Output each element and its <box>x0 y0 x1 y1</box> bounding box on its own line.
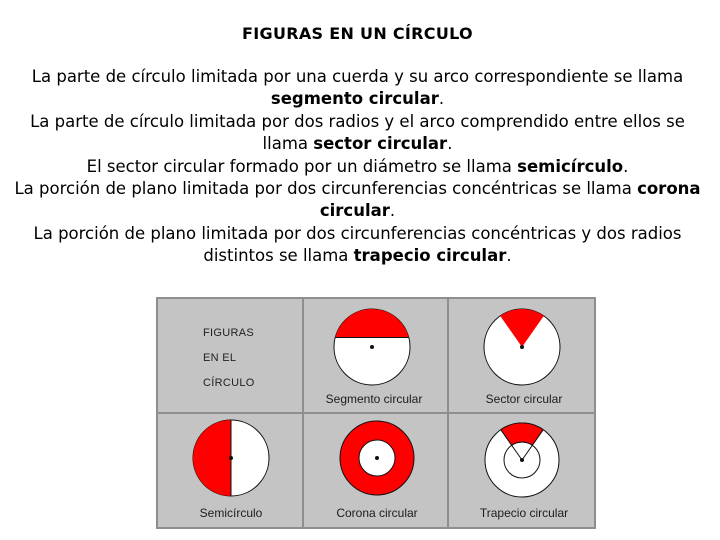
definition-segment: La parte de círculo limitada por una cuerda y su arco correspondiente se llama segmento circular. <box>31 67 684 109</box>
segment-figure <box>334 309 410 385</box>
definition-semicircle: El sector circular formado por un diámetro se llama semicírculo. <box>86 156 629 176</box>
sector-figure <box>484 309 560 385</box>
term-annulus: corona circular <box>319 179 701 221</box>
segment-fill <box>335 309 409 338</box>
semicircle-figure <box>193 420 269 496</box>
circle-figures-panel <box>156 297 596 529</box>
term-semicircle: semicírculo <box>517 156 624 176</box>
term-sector: sector circular <box>313 134 448 154</box>
intro-line-2: EN EL <box>203 352 237 364</box>
term-segment: segmento circular <box>270 89 439 109</box>
label-annulus: Corona circular <box>336 506 418 520</box>
definition-sector: La parte de círculo limitada por dos radios y el arco comprendido entre ellos se llama sector circular. <box>30 111 685 154</box>
intro-line-3: CÍRCULO <box>203 377 255 389</box>
intro-line-1: FIGURAS <box>203 327 254 339</box>
semicircle-fill <box>193 420 231 496</box>
sector-center <box>520 345 524 349</box>
label-trapezoid: Trapecio circular <box>479 506 569 520</box>
trapezoid-center <box>520 458 524 462</box>
definitions-text <box>10 66 705 268</box>
definition-trapezoid: La porción de plano limitada por dos circunferencias concéntricas y dos radios distintos se llama trapecio circular. <box>33 223 682 266</box>
annulus-figure <box>340 421 414 495</box>
label-sector: Sector circular <box>485 392 563 406</box>
annulus-center <box>375 456 379 460</box>
label-semicircle: Semicírculo <box>199 506 263 520</box>
segment-center <box>370 345 374 349</box>
semicircle-center <box>229 456 233 460</box>
label-segment: Segmento circular <box>325 392 423 406</box>
term-trapezoid: trapecio circular <box>353 246 507 266</box>
definition-annulus: La porción de plano limitada por dos circunferencias concéntricas se llama corona circular. <box>14 179 701 221</box>
page-title: FIGURAS EN UN CÍRCULO <box>242 24 473 43</box>
trapezoid-figure <box>485 423 559 497</box>
